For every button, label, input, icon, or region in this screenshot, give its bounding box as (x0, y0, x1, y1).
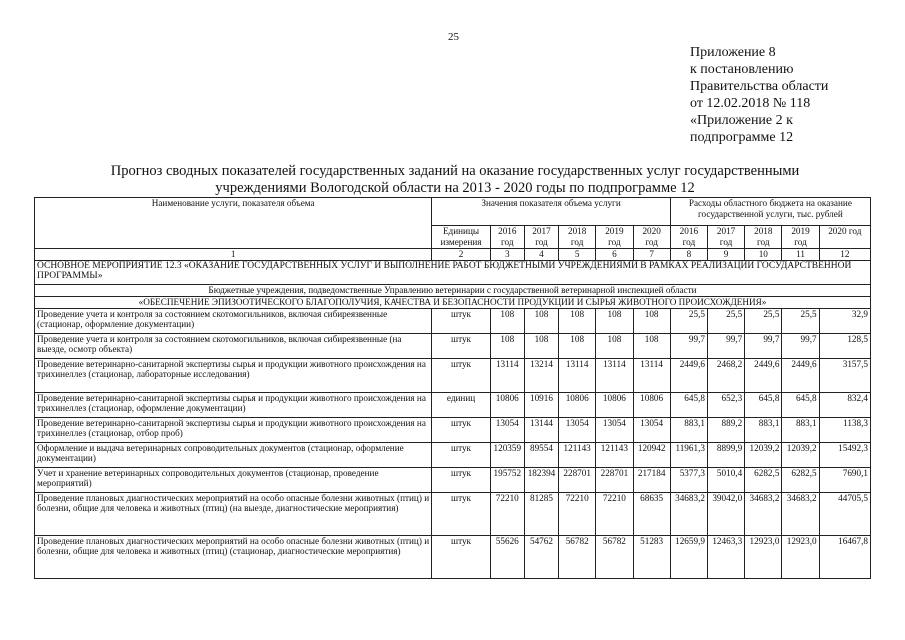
value-cell: 195752 (490, 467, 524, 492)
value-cell: 13054 (596, 417, 633, 442)
table-row (35, 308, 871, 333)
value-cell: 108 (524, 333, 558, 358)
header-value-year: 2017 год (524, 226, 558, 249)
expense-cell: 5377,3 (670, 467, 707, 492)
value-cell: 13144 (524, 417, 558, 442)
unit-cell: штук (432, 333, 490, 358)
expense-cell: 128,5 (819, 333, 870, 358)
service-name-cell: Проведение плановых диагностических мероприятий на особо опасные болезни животных (птиц) и болезни, общие для человека и животных (птиц) (стационар, диагностические мероприятия) (35, 535, 432, 578)
value-cell: 10806 (490, 392, 524, 417)
header-values-group: Значения показателя объема услуги (432, 198, 670, 226)
header-value-year: 2020 год (633, 226, 670, 249)
value-cell: 13114 (559, 358, 596, 392)
service-name-cell: Проведение плановых диагностических мероприятий на особо опасные болезни животных (птиц) и болезни, общие для человека и животных (птиц) (на выезде, диагностические мероприятия) (35, 492, 432, 535)
value-cell: 81285 (524, 492, 558, 535)
value-cell: 108 (633, 333, 670, 358)
value-cell: 56782 (559, 535, 596, 578)
value-cell: 51283 (633, 535, 670, 578)
expense-cell: 12463,3 (707, 535, 744, 578)
table-row (35, 492, 871, 535)
value-cell: 182394 (524, 467, 558, 492)
column-number: 1 (35, 249, 432, 261)
expense-cell: 12039,2 (745, 442, 782, 467)
expense-cell: 645,8 (782, 392, 819, 417)
service-name-cell: Проведение ветеринарно-санитарной экспертизы сырья и продукции животного происхождения на трихинеллез (стационар, оформление документации) (35, 392, 432, 417)
expense-cell: 883,1 (782, 417, 819, 442)
value-cell: 228701 (559, 467, 596, 492)
appendix-block (690, 44, 828, 146)
expense-cell: 883,1 (745, 417, 782, 442)
service-name-cell: Проведение учета и контроля за состоянием скотомогильников, включая сибиреязвенные (на выезде, осмотр объекта) (35, 333, 432, 358)
forecast-table (34, 197, 871, 579)
expense-cell: 2449,6 (782, 358, 819, 392)
header-value-year: 2019 год (596, 226, 633, 249)
expense-cell: 883,1 (670, 417, 707, 442)
column-number: 11 (782, 249, 819, 261)
header-expenses-group: Расходы областного бюджета на оказание государственной услуги, тыс. рублей (670, 198, 870, 226)
appendix-line: Приложение 8 (690, 45, 776, 60)
value-cell: 121143 (559, 442, 596, 467)
value-cell: 13054 (633, 417, 670, 442)
appendix-line: от 12.02.2018 № 118 (690, 96, 811, 111)
expense-cell: 25,5 (670, 308, 707, 333)
page-number: 25 (448, 31, 459, 43)
expense-cell: 99,7 (782, 333, 819, 358)
expense-cell: 25,5 (782, 308, 819, 333)
expense-cell: 12923,0 (745, 535, 782, 578)
header-expense-year: 2019 год (782, 226, 819, 249)
expense-cell: 2449,6 (745, 358, 782, 392)
service-name-cell: Проведение ветеринарно-санитарной экспертизы сырья и продукции животного происхождения на трихинеллез (стационар, отбор проб) (35, 417, 432, 442)
value-cell: 72210 (559, 492, 596, 535)
document-title (60, 163, 850, 197)
value-cell: 108 (596, 308, 633, 333)
expense-cell: 832,4 (819, 392, 870, 417)
unit-cell: штук (432, 467, 490, 492)
unit-cell: штук (432, 492, 490, 535)
value-cell: 217184 (633, 467, 670, 492)
column-number: 10 (745, 249, 782, 261)
column-number: 8 (670, 249, 707, 261)
appendix-line: к постановлению (690, 62, 794, 77)
value-cell: 10916 (524, 392, 558, 417)
value-cell: 10806 (559, 392, 596, 417)
value-cell: 13054 (490, 417, 524, 442)
expense-cell: 12039,2 (782, 442, 819, 467)
expense-cell: 5010,4 (707, 467, 744, 492)
expense-cell: 652,3 (707, 392, 744, 417)
value-cell: 13114 (490, 358, 524, 392)
expense-cell: 34683,2 (745, 492, 782, 535)
value-cell: 55626 (490, 535, 524, 578)
service-name-cell: Учет и хранение ветеринарных сопроводительных документов (стационар, проведение мероприятий) (35, 467, 432, 492)
value-cell: 120359 (490, 442, 524, 467)
header-value-year: 2016 год (490, 226, 524, 249)
column-number: 3 (490, 249, 524, 261)
expense-cell: 25,5 (745, 308, 782, 333)
expense-cell: 15492,3 (819, 442, 870, 467)
unit-cell: штук (432, 442, 490, 467)
column-number: 12 (819, 249, 870, 261)
expense-cell: 99,7 (670, 333, 707, 358)
value-cell: 54762 (524, 535, 558, 578)
expense-cell: 8899,9 (707, 442, 744, 467)
expense-cell: 2449,6 (670, 358, 707, 392)
header-name-column: Наименование услуги, показателя объема (35, 198, 432, 249)
table-row (35, 417, 871, 442)
expense-cell: 2468,2 (707, 358, 744, 392)
value-cell: 108 (559, 308, 596, 333)
title-line: Прогноз сводных показателей государственных заданий на оказание государственных услуг государственными (110, 163, 800, 179)
value-cell: 121143 (596, 442, 633, 467)
appendix-line: Правительства области (690, 79, 829, 94)
value-cell: 13114 (633, 358, 670, 392)
value-cell: 228701 (596, 467, 633, 492)
expense-cell: 32,9 (819, 308, 870, 333)
appendix-line: подпрограмме 12 (690, 130, 794, 145)
header-expense-year: 2020 год (819, 226, 870, 249)
expense-cell: 12923,0 (782, 535, 819, 578)
expense-cell: 12659,9 (670, 535, 707, 578)
table-row (35, 535, 871, 578)
organization-line: Бюджетные учреждения, подведомственные Управлению ветеринарии с государственной ветеринарной инспекцией области (35, 284, 871, 296)
expense-cell: 25,5 (707, 308, 744, 333)
value-cell: 108 (596, 333, 633, 358)
table-row (35, 392, 871, 417)
expense-cell: 889,2 (707, 417, 744, 442)
service-name-cell: Проведение ветеринарно-санитарной экспертизы сырья и продукции животного происхождения на трихинеллез (стационар, лабораторные исследования) (35, 358, 432, 392)
value-cell: 108 (633, 308, 670, 333)
value-cell: 56782 (596, 535, 633, 578)
value-cell: 72210 (596, 492, 633, 535)
table-row (35, 358, 871, 392)
expense-cell: 7690,1 (819, 467, 870, 492)
value-cell: 10806 (596, 392, 633, 417)
unit-cell: штук (432, 308, 490, 333)
value-cell: 108 (524, 308, 558, 333)
value-cell: 68635 (633, 492, 670, 535)
value-cell: 13214 (524, 358, 558, 392)
value-cell: 89554 (524, 442, 558, 467)
group-title: «ОБЕСПЕЧЕНИЕ ЭПИЗООТИЧЕСКОГО БЛАГОПОЛУЧИЯ, КАЧЕСТВА И БЕЗОПАСНОСТИ ПРОДУКЦИИ И СЫРЬЯ ЖИВОТНОГО ПРОИСХОЖДЕНИЯ» (35, 296, 871, 308)
column-number: 5 (559, 249, 596, 261)
expense-cell: 99,7 (707, 333, 744, 358)
section-title: ОСНОВНОЕ МЕРОПРИЯТИЕ 12.3 «ОКАЗАНИЕ ГОСУДАРСТВЕННЫХ УСЛУГ И ВЫПОЛНЕНИЕ РАБОТ БЮДЖЕТНЫМИ УЧРЕЖДЕНИЯМИ В РАМКАХ РЕАЛИЗАЦИИ ГОСУДАРСТВЕННОЙ ПРОГРАММЫ» (35, 260, 871, 284)
column-number: 7 (633, 249, 670, 261)
unit-cell: штук (432, 535, 490, 578)
expense-cell: 34683,2 (782, 492, 819, 535)
appendix-line: «Приложение 2 к (690, 113, 793, 128)
table-body (35, 308, 871, 578)
expense-cell: 645,8 (670, 392, 707, 417)
expense-cell: 1138,3 (819, 417, 870, 442)
expense-cell: 6282,5 (782, 467, 819, 492)
header-expense-year: 2018 год (745, 226, 782, 249)
expense-cell: 39042,0 (707, 492, 744, 535)
value-cell: 120942 (633, 442, 670, 467)
value-cell: 108 (490, 333, 524, 358)
header-value-year: 2018 год (559, 226, 596, 249)
expense-cell: 645,8 (745, 392, 782, 417)
expense-cell: 3157,5 (819, 358, 870, 392)
column-number: 2 (432, 249, 490, 261)
unit-cell: штук (432, 358, 490, 392)
column-number: 6 (596, 249, 633, 261)
expense-cell: 16467,8 (819, 535, 870, 578)
title-line: учреждениями Вологодской области на 2013 - 2020 годы по подпрограмме 12 (215, 180, 695, 196)
value-cell: 108 (559, 333, 596, 358)
header-expense-year: 2017 год (707, 226, 744, 249)
table-row (35, 333, 871, 358)
expense-cell: 11961,3 (670, 442, 707, 467)
value-cell: 10806 (633, 392, 670, 417)
table-row (35, 442, 871, 467)
expense-cell: 44705,5 (819, 492, 870, 535)
service-name-cell: Оформление и выдача ветеринарных сопроводительных документов (стационар, оформление документации) (35, 442, 432, 467)
value-cell: 72210 (490, 492, 524, 535)
header-unit: Единицы измерения (432, 226, 490, 249)
expense-cell: 99,7 (745, 333, 782, 358)
value-cell: 13114 (596, 358, 633, 392)
expense-cell: 34683,2 (670, 492, 707, 535)
unit-cell: штук (432, 417, 490, 442)
value-cell: 13054 (559, 417, 596, 442)
header-expense-year: 2016 год (670, 226, 707, 249)
column-number: 9 (707, 249, 744, 261)
value-cell: 108 (490, 308, 524, 333)
expense-cell: 6282,5 (745, 467, 782, 492)
column-number: 4 (524, 249, 558, 261)
table-row (35, 467, 871, 492)
unit-cell: единиц (432, 392, 490, 417)
service-name-cell: Проведение учета и контроля за состоянием скотомогильников, включая сибиреязвенные (стационар, оформление документации) (35, 308, 432, 333)
